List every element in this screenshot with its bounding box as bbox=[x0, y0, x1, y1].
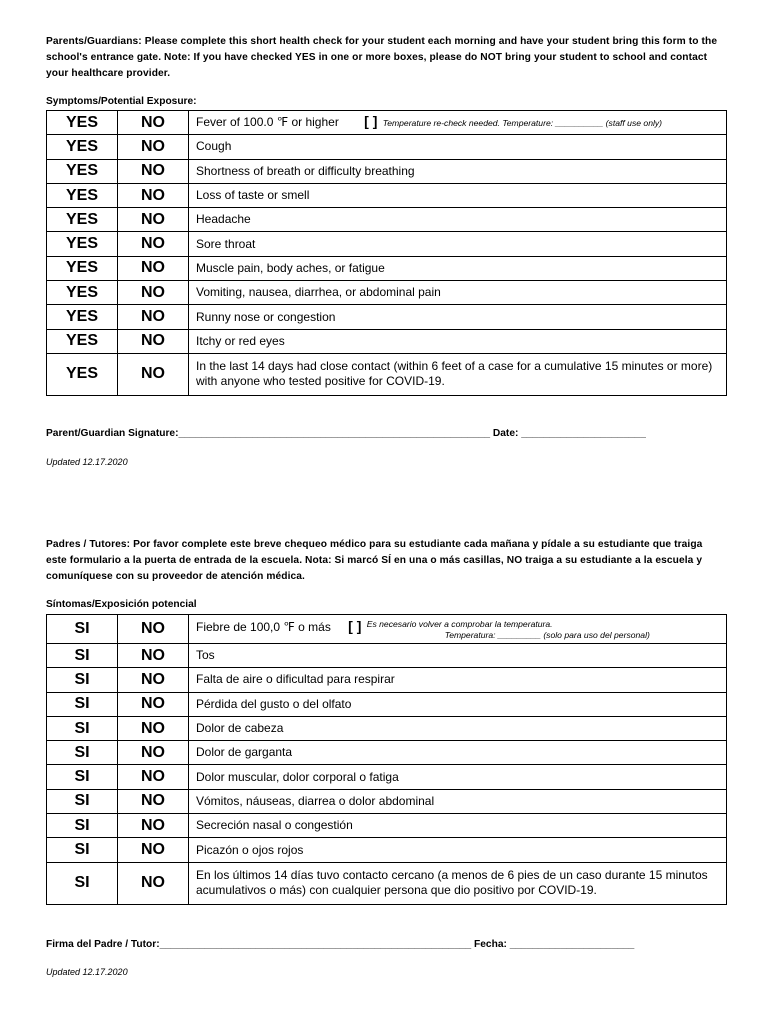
yes-option[interactable]: SI bbox=[47, 789, 118, 813]
symptoms-table-spanish bbox=[46, 614, 726, 905]
yes-option[interactable]: SI bbox=[47, 644, 118, 668]
symptom-label: Pérdida del gusto o del olfato bbox=[189, 692, 727, 716]
yes-option[interactable]: YES bbox=[47, 111, 118, 135]
yes-option[interactable]: YES bbox=[47, 305, 118, 329]
symptom-label: Cough bbox=[189, 135, 727, 159]
symptom-label: Falta de aire o dificultad para respirar bbox=[189, 668, 727, 692]
no-option[interactable]: NO bbox=[118, 741, 189, 765]
no-option[interactable]: NO bbox=[118, 135, 189, 159]
no-option[interactable]: NO bbox=[118, 256, 189, 280]
yes-option[interactable]: YES bbox=[47, 232, 118, 256]
no-option[interactable]: NO bbox=[118, 862, 189, 904]
signature-line-spanish[interactable]: Firma del Padre / Tutor:_______________________________________________________ Fecha: ______________________ bbox=[46, 939, 635, 950]
yes-option[interactable]: YES bbox=[47, 329, 118, 353]
no-option[interactable]: NO bbox=[118, 716, 189, 740]
symptom-label: Vómitos, náuseas, diarrea o dolor abdominal bbox=[189, 789, 727, 813]
symptom-label bbox=[189, 615, 727, 644]
no-option[interactable]: NO bbox=[118, 208, 189, 232]
no-option[interactable]: NO bbox=[118, 111, 189, 135]
no-option[interactable]: NO bbox=[118, 183, 189, 207]
symptom-label: En los últimos 14 días tuvo contacto cercano (a menos de 6 pies de un caso durante 15 minutos acumulativos o más) con cualquier persona que dio positivo por COVID-19. bbox=[189, 862, 727, 904]
yes-option[interactable]: SI bbox=[47, 862, 118, 904]
symptom-label: Tos bbox=[189, 644, 727, 668]
symptom-label: Vomiting, nausea, diarrhea, or abdominal pain bbox=[189, 281, 727, 305]
no-option[interactable]: NO bbox=[118, 232, 189, 256]
symptom-label: Dolor de cabeza bbox=[189, 716, 727, 740]
symptom-label bbox=[189, 111, 727, 135]
no-option[interactable]: NO bbox=[118, 353, 189, 395]
symptom-label: Runny nose or congestion bbox=[189, 305, 727, 329]
symptom-label: Headache bbox=[189, 208, 727, 232]
yes-option[interactable]: YES bbox=[47, 208, 118, 232]
yes-option[interactable]: SI bbox=[47, 741, 118, 765]
yes-option[interactable]: YES bbox=[47, 281, 118, 305]
yes-option[interactable]: YES bbox=[47, 183, 118, 207]
yes-option[interactable]: YES bbox=[47, 353, 118, 395]
section-label-english: Symptoms/Potential Exposure: bbox=[46, 96, 197, 107]
symptom-label: Muscle pain, body aches, or fatigue bbox=[189, 256, 727, 280]
yes-option[interactable]: SI bbox=[47, 838, 118, 862]
staff-note-line1: Es necesario volver a comprobar la temperatura. bbox=[366, 619, 553, 629]
symptoms-table-english bbox=[46, 110, 726, 396]
signature-line-english[interactable]: Parent/Guardian Signature:_______________________________________________________ Date: ______________________ bbox=[46, 428, 646, 439]
symptom-label: Loss of taste or smell bbox=[189, 183, 727, 207]
no-option[interactable]: NO bbox=[118, 814, 189, 838]
no-option[interactable]: NO bbox=[118, 159, 189, 183]
yes-option[interactable]: SI bbox=[47, 692, 118, 716]
yes-option[interactable]: SI bbox=[47, 668, 118, 692]
yes-option[interactable]: SI bbox=[47, 814, 118, 838]
symptom-label: Picazón o ojos rojos bbox=[189, 838, 727, 862]
symptom-label: Dolor de garganta bbox=[189, 741, 727, 765]
no-option[interactable]: NO bbox=[118, 329, 189, 353]
intro-spanish: Padres / Tutores: Por favor complete este breve chequeo médico para su estudiante cada mañana y pídale a su estudiante que traiga este formulario a la puerta de entrada de la escuela. Nota: Si marcó SÍ en una o más casillas, NO traiga a su estudiante a la escuela y comuníquese con su proveedor de atención médica. bbox=[46, 539, 703, 582]
staff-note bbox=[367, 619, 650, 641]
staff-checkbox[interactable]: [ ] bbox=[364, 113, 378, 130]
symptom-text: Fiebre de 100,0 ℉ o más bbox=[196, 620, 331, 634]
updated-date-english: Updated 12.17.2020 bbox=[46, 457, 128, 467]
yes-option[interactable]: YES bbox=[47, 159, 118, 183]
yes-option[interactable]: YES bbox=[47, 256, 118, 280]
staff-note: Temperature re-check needed. Temperature: __________ (staff use only) bbox=[382, 118, 663, 129]
yes-option[interactable]: SI bbox=[47, 615, 118, 644]
symptom-text: Fever of 100.0 ℉ or higher bbox=[196, 115, 339, 130]
symptom-label: Dolor muscular, dolor corporal o fatiga bbox=[189, 765, 727, 789]
staff-checkbox[interactable]: [ ] bbox=[348, 618, 362, 634]
no-option[interactable]: NO bbox=[118, 305, 189, 329]
section-label-spanish: Síntomas/Exposición potencial bbox=[46, 599, 197, 610]
yes-option[interactable]: SI bbox=[47, 765, 118, 789]
updated-date-spanish: Updated 12.17.2020 bbox=[46, 967, 128, 977]
no-option[interactable]: NO bbox=[118, 692, 189, 716]
yes-option[interactable]: SI bbox=[47, 716, 118, 740]
no-option[interactable]: NO bbox=[118, 615, 189, 644]
no-option[interactable]: NO bbox=[118, 765, 189, 789]
no-option[interactable]: NO bbox=[118, 281, 189, 305]
symptom-label: Shortness of breath or difficulty breathing bbox=[189, 159, 727, 183]
staff-note-line2: Temperatura: _________ (solo para uso del personal) bbox=[444, 630, 650, 640]
intro-english: Parents/Guardians: Please complete this short health check for your student each morning and have your student bring this form to the school's entrance gate. Note: If you have checked YES in one or more boxes, please do NOT bring your student to school and contact your healthcare provider. bbox=[46, 36, 718, 79]
no-option[interactable]: NO bbox=[118, 668, 189, 692]
symptom-label: Secreción nasal o congestión bbox=[189, 814, 727, 838]
no-option[interactable]: NO bbox=[118, 838, 189, 862]
symptom-label: In the last 14 days had close contact (within 6 feet of a case for a cumulative 15 minutes or more) with anyone who tested positive for COVID-19. bbox=[189, 353, 727, 395]
symptom-label: Itchy or red eyes bbox=[189, 329, 727, 353]
yes-option[interactable]: YES bbox=[47, 135, 118, 159]
no-option[interactable]: NO bbox=[118, 644, 189, 668]
no-option[interactable]: NO bbox=[118, 789, 189, 813]
symptom-label: Sore throat bbox=[189, 232, 727, 256]
